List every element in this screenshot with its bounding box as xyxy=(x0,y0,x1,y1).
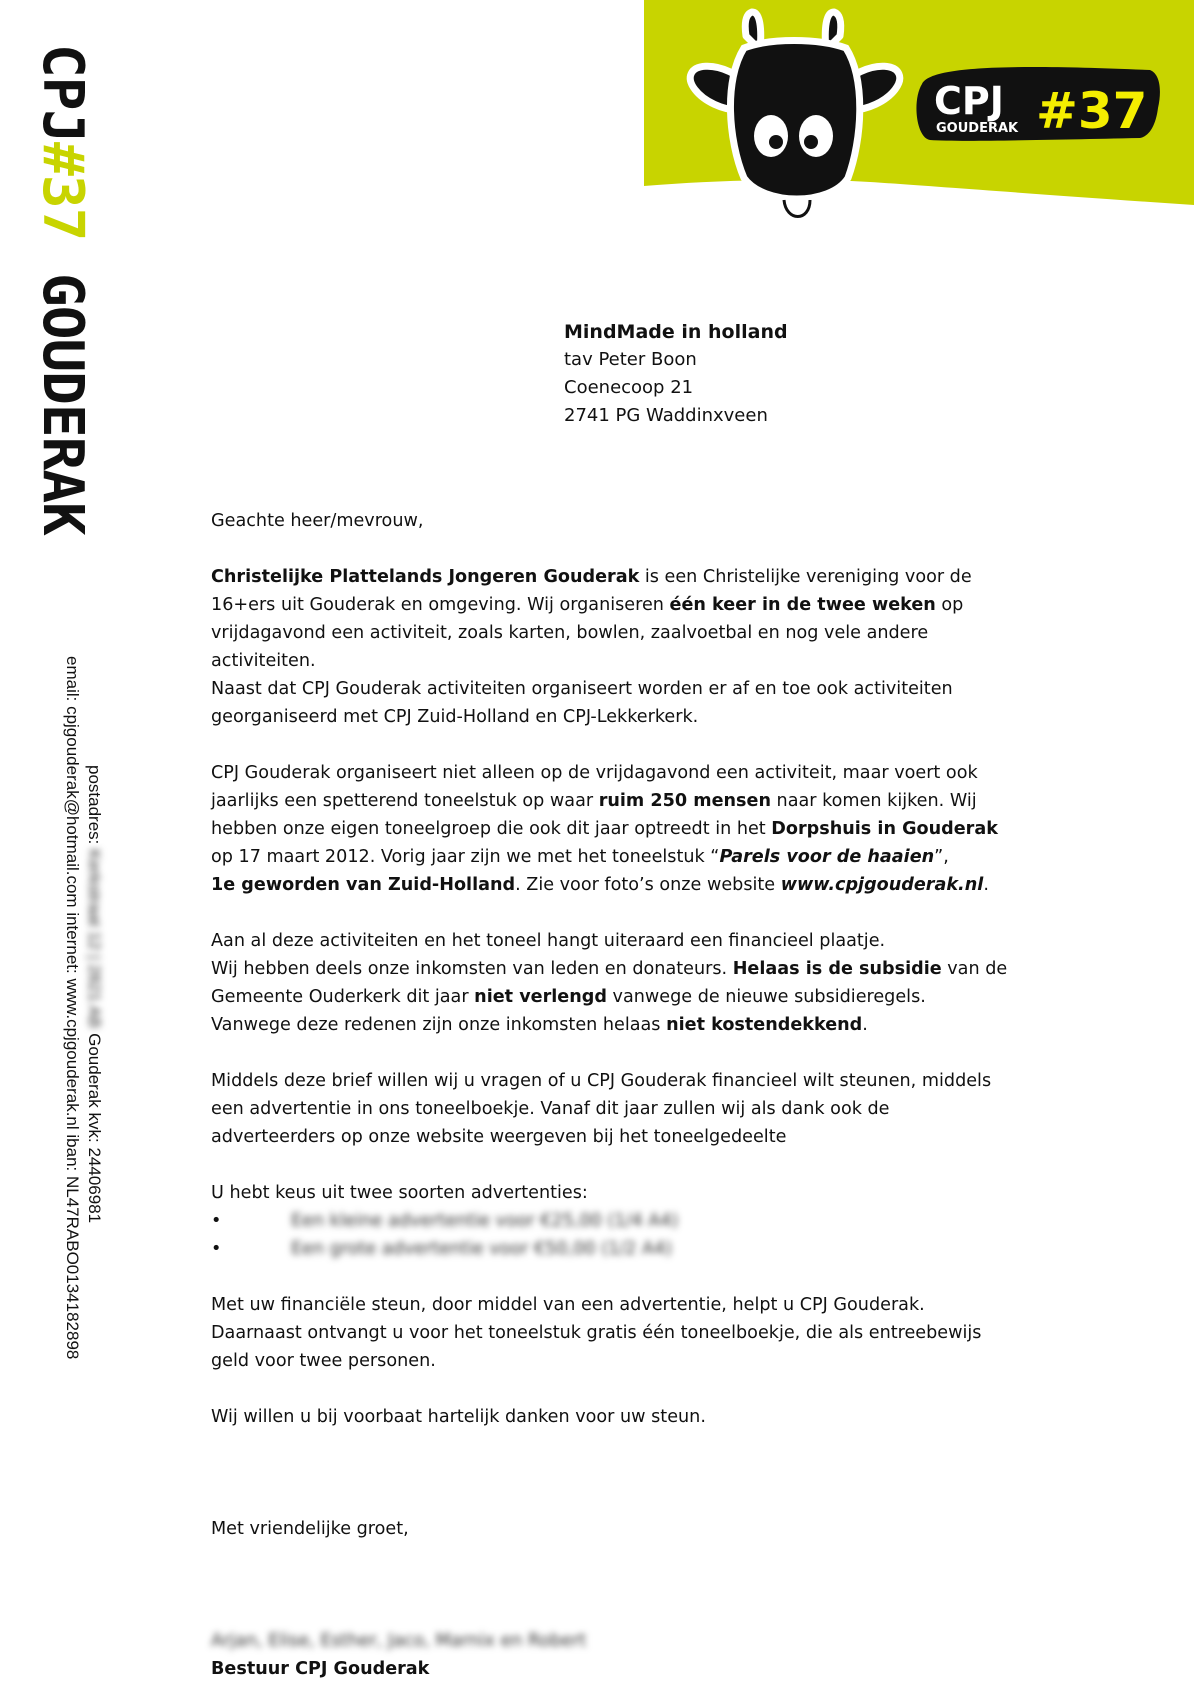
award: 1e geworden van Zuid-Holland xyxy=(211,875,516,895)
badge-subtitle: GOUDERAK xyxy=(936,121,1019,136)
bullet: • xyxy=(211,1239,222,1259)
list-item xyxy=(211,1207,1011,1235)
contact-email: email: cpjgouderak@hotmail.com xyxy=(63,656,82,908)
spacer xyxy=(211,1543,1011,1599)
paragraph-theatre xyxy=(211,759,1011,899)
venue: Dorpshuis in Gouderak xyxy=(771,819,998,839)
text: is een Christelijke vereniging voor de 16+ers uit Gouderak en omgeving. Wij organiseren xyxy=(211,567,972,615)
text: . xyxy=(983,875,989,895)
logo-badge xyxy=(916,67,1159,141)
recipient-city: 2741 PG Waddinxveen xyxy=(564,405,768,426)
text: CPJ Gouderak organiseert niet alleen op de vrijdagavond een activiteit, maar voert ook jaarlijks een spetterend toneelstuk op waar xyxy=(211,763,978,811)
spacer xyxy=(211,1599,1011,1627)
badge-title: CPJ xyxy=(934,79,1004,123)
board-signature: Bestuur CPJ Gouderak xyxy=(211,1659,430,1679)
spacer xyxy=(211,1459,1011,1515)
audience-count: ruim 250 mensen xyxy=(598,791,771,811)
text: op 17 maart 2012. Vorig jaar zijn we met het toneelstuk “ xyxy=(211,847,720,867)
not-extended: niet verlengd xyxy=(474,987,607,1007)
kvk-number: kvk: 24406981 xyxy=(85,1112,104,1224)
ad-option-large: Een grote advertentie voor €50,00 (1/2 A4) xyxy=(291,1239,673,1259)
text: naar komen kijken. Wij hebben onze eigen toneelgroep die ook dit jaar optreedt in het xyxy=(211,791,977,839)
contact-iban: iban: NL47RABO0134182898 xyxy=(63,1134,82,1360)
text: vanwege de nieuwe subsidieregels. xyxy=(606,987,926,1007)
play-title: Parels voor de haaien xyxy=(719,847,935,867)
postal-label: postadres: xyxy=(85,765,104,845)
text: ”, xyxy=(934,847,949,867)
paragraph-intro xyxy=(211,563,1011,731)
paragraph-request: Middels deze brief willen wij u vragen of u CPJ Gouderak financieel wilt steunen, middels een advertentie in ons toneelboekje. Vanaf dit jaar zullen wij als dank ook de adverteerders op onze website weergeven bij het toneelgedeelte xyxy=(211,1071,992,1147)
paragraph-benefit: Met uw financiële steun, door middel van een advertentie, helpt u CPJ Gouderak. Daarnaast ontvangt u voor het toneelstuk gratis één toneelboekje, die als entreebewijs geld voor twee personen. xyxy=(211,1295,982,1371)
ad-option-small: Een kleine advertentie voor €25,00 (1/4 A4) xyxy=(291,1211,679,1231)
org-name: Christelijke Plattelands Jongeren Gouderak xyxy=(211,567,640,587)
paragraph-thanks: Wij willen u bij voorbaat hartelijk danken voor uw steun. xyxy=(211,1407,706,1427)
contact-internet: internet: www.cpjgouderak.nl xyxy=(63,912,82,1130)
text: van de Gemeente Ouderkerk dit jaar xyxy=(211,959,1008,1007)
closing: Met vriendelijke groet, xyxy=(211,1519,409,1539)
not-cost-covering: niet kostendekkend xyxy=(666,1015,863,1035)
recipient-street: Coenecoop 21 xyxy=(564,377,694,398)
ads-intro: U hebt keus uit twee soorten advertenties: xyxy=(211,1183,588,1203)
text: Vanwege deze redenen zijn onze inkomsten helaas xyxy=(211,1015,667,1035)
side-title-prefix: CPJ xyxy=(30,44,95,143)
postal-city: Gouderak xyxy=(85,1033,104,1108)
text: . Zie voor foto’s onze website xyxy=(515,875,781,895)
header-band xyxy=(0,0,1194,230)
text: . xyxy=(862,1015,868,1035)
recipient-company: MindMade in holland xyxy=(564,321,788,343)
signatories: Arjan, Elise, Esther, Jaco, Marnix en Robert xyxy=(211,1631,587,1651)
letter-body xyxy=(211,507,1011,1683)
recipient-address xyxy=(564,318,788,430)
recipient-attention: tav Peter Boon xyxy=(564,349,697,370)
text: Wij hebben deels onze inkomsten van leden en donateurs. xyxy=(211,959,733,979)
text: Aan al deze activiteiten en het toneel hangt uiteraard een financieel plaatje. xyxy=(211,931,886,951)
side-title-number: #37 xyxy=(30,142,95,241)
side-title xyxy=(30,44,95,535)
side-contact-line-1 xyxy=(62,656,82,1359)
text: Naast dat CPJ Gouderak activiteiten organiseert worden er af en toe ook activiteiten georganiseerd met CPJ Zuid-Holland en CPJ-Lekkerkerk. xyxy=(211,679,953,727)
side-contact-line-2 xyxy=(84,765,104,1223)
subsidy-note: Helaas is de subsidie xyxy=(732,959,942,979)
side-title-suffix: GOUDERAK xyxy=(30,273,95,535)
salutation: Geachte heer/mevrouw, xyxy=(211,511,424,531)
ads-list xyxy=(211,1207,1011,1263)
badge-number: #37 xyxy=(1036,82,1148,140)
text: op vrijdagavond een activiteit, zoals karten, bowlen, zaalvoetbal en nog vele andere activiteiten. xyxy=(211,595,964,671)
bullet: • xyxy=(211,1211,222,1231)
paragraph-finance xyxy=(211,927,1011,1039)
list-item xyxy=(211,1235,1011,1263)
frequency: één keer in de twee weken xyxy=(669,595,936,615)
website-link[interactable]: www.cpjgouderak.nl xyxy=(780,875,984,895)
postal-address-redacted: Kerkstraat 12 | 2821 AB xyxy=(85,849,104,1029)
